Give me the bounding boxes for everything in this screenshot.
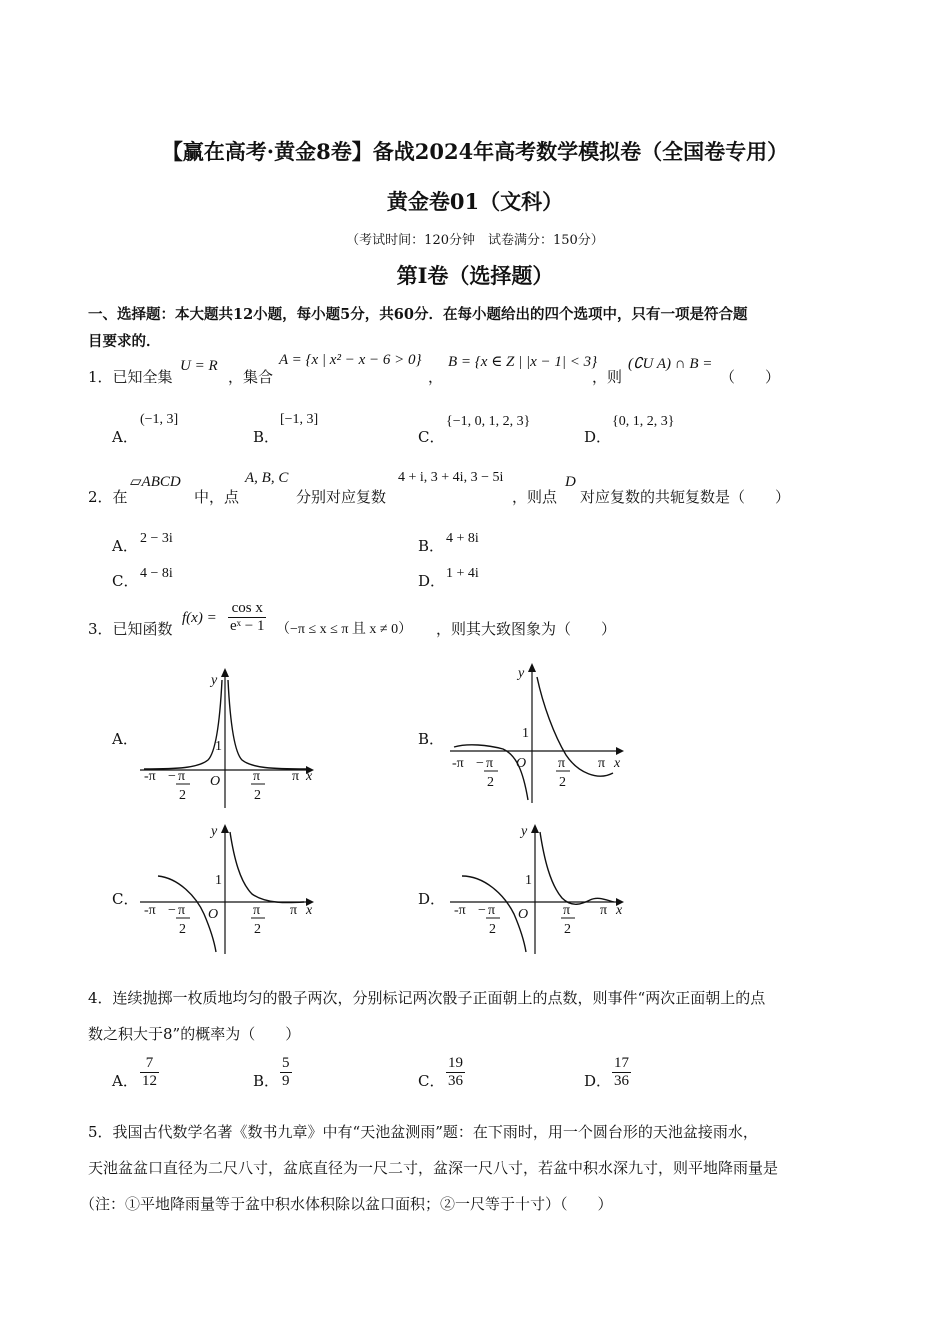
q2-option-a-value: 2 − 3i bbox=[140, 531, 173, 546]
graph-d-neg-half-pi-den: 2 bbox=[489, 922, 496, 937]
instructions-line1: 一、选择题：本大题共12小题，每小题5分，共60分．在每小题给出的四个选项中，只有一项是符合题 bbox=[88, 306, 748, 323]
q3-denominator: eˣ − 1 bbox=[230, 618, 265, 634]
q2-option-c-label: C． bbox=[112, 572, 139, 590]
q2-points: A, B, C bbox=[245, 470, 289, 486]
graph-c-origin-label: O bbox=[208, 907, 219, 922]
q4-option-d-fraction bbox=[612, 1055, 631, 1090]
q4-option-d-label: D． bbox=[584, 1072, 612, 1090]
graph-d-half-pi-den: 2 bbox=[564, 922, 571, 937]
q2-text-5: 对应复数的共轭复数是（ ） bbox=[580, 488, 791, 506]
q2-option-b-label: B． bbox=[418, 537, 445, 555]
graph-b-neg-half-pi-num: π bbox=[486, 756, 494, 771]
q3-option-d-label: D． bbox=[418, 890, 446, 908]
graph-d-curve-right bbox=[540, 832, 614, 904]
q2-option-d[interactable] bbox=[418, 570, 445, 591]
graph-c-half-pi-num: π bbox=[253, 903, 261, 918]
graph-c-x-label: x bbox=[306, 903, 313, 918]
q1-comma: ， bbox=[428, 368, 444, 386]
q2-option-b[interactable] bbox=[418, 535, 444, 556]
graph-b-y-label: y bbox=[518, 666, 525, 681]
q5-text-1: 我国古代数学名著《数书九章》中有“天池盆测雨”题：在下雨时，用一个圆台形的天池盆接雨水， bbox=[112, 1123, 758, 1141]
q3-function-lhs: f(x) = bbox=[182, 610, 217, 626]
graph-a-origin-label: O bbox=[210, 774, 221, 789]
graph-d-neg-half-pi-num: π bbox=[488, 903, 496, 918]
q1-answer-paren: （ ） bbox=[720, 368, 781, 386]
q1-set-a: A = {x | x² − x − 6 > 0} bbox=[279, 352, 422, 368]
q2-option-d-label: D． bbox=[418, 572, 446, 590]
q2-text-2: 中，点 bbox=[194, 488, 240, 506]
q4-option-a-fraction bbox=[140, 1055, 159, 1090]
graph-b-neg-sign: − bbox=[476, 756, 484, 771]
q3-option-b-label: B． bbox=[418, 730, 445, 748]
q3-option-c[interactable] bbox=[112, 888, 138, 909]
q3-graph-d bbox=[448, 818, 628, 958]
graph-b-neg-half-pi-den: 2 bbox=[487, 775, 494, 790]
graph-d-one-label: 1 bbox=[525, 873, 532, 888]
graph-c-y-arrow-icon bbox=[221, 824, 229, 833]
graph-b-x-arrow-icon bbox=[616, 747, 624, 755]
graph-c-one-label: 1 bbox=[215, 873, 222, 888]
graph-a-curve-left bbox=[144, 680, 222, 769]
graph-d-pi-label: π bbox=[600, 903, 608, 918]
graph-c-neg-pi-label: -π bbox=[144, 903, 156, 918]
graph-b-curve-left bbox=[454, 745, 528, 800]
q3-fraction bbox=[228, 600, 266, 635]
q3-text-2: ，则其大致图象为（ ） bbox=[436, 620, 617, 638]
q5-line2: 天池盆盆口直径为二尺八寸，盆底直径为一尺二寸，盆深一尺八寸，若盆中积水深九寸，则平地降雨量是 bbox=[88, 1159, 779, 1177]
q3-domain: （−π ≤ x ≤ π 且 x ≠ 0） bbox=[276, 622, 413, 637]
q2-text-4: ，则点 bbox=[512, 488, 558, 506]
q4-option-d-denominator: 36 bbox=[614, 1073, 629, 1089]
q4-option-c-label: C． bbox=[418, 1072, 445, 1090]
graph-b-pi-label: π bbox=[598, 756, 606, 771]
graph-a-neg-sign: − bbox=[168, 769, 176, 784]
graph-c-neg-half-pi-num: π bbox=[178, 903, 186, 918]
q2-option-d-value: 1 + 4i bbox=[446, 566, 479, 581]
q4-option-b-fraction bbox=[280, 1055, 292, 1090]
graph-d-x-label: x bbox=[616, 903, 623, 918]
graph-d-neg-sign: − bbox=[478, 903, 486, 918]
graph-a-neg-half-pi-den: 2 bbox=[179, 788, 186, 803]
q3-option-b[interactable] bbox=[418, 728, 444, 749]
graph-b-x-label: x bbox=[614, 756, 621, 771]
q2-option-c[interactable] bbox=[112, 570, 138, 591]
q3-graph-a bbox=[138, 660, 318, 810]
graph-d-y-arrow-icon bbox=[531, 824, 539, 833]
q5-line1 bbox=[88, 1121, 758, 1142]
q4-option-b-denominator: 9 bbox=[282, 1073, 290, 1089]
q4-option-b[interactable] bbox=[253, 1070, 279, 1091]
q3-numerator: cos x bbox=[228, 600, 266, 618]
q1-option-b-label: B． bbox=[253, 428, 280, 446]
q1-option-c-label: C． bbox=[418, 428, 445, 446]
q1-option-d-value: {0, 1, 2, 3} bbox=[612, 414, 675, 429]
graph-b-one-label: 1 bbox=[522, 726, 529, 741]
graph-a-neg-half-pi-num: π bbox=[178, 769, 186, 784]
q1-option-d-label: D． bbox=[584, 428, 612, 446]
q4-option-c-fraction bbox=[446, 1055, 465, 1090]
q2-option-b-value: 4 + 8i bbox=[446, 531, 479, 546]
graph-a-half-pi-den: 2 bbox=[254, 788, 261, 803]
q3-option-a-label: A． bbox=[112, 730, 138, 748]
q1-text-1: 已知全集 bbox=[112, 368, 173, 386]
paper-title: 【赢在高考·黄金8卷】备战2024年高考数学模拟卷（全国卷专用） bbox=[161, 139, 789, 164]
q1-option-c[interactable] bbox=[418, 426, 444, 447]
q4-text-1: 连续抛掷一枚质地均匀的骰子两次，分别标记两次骰子正面朝上的点数，则事件“两次正面朝上的点 bbox=[112, 989, 766, 1007]
q2-option-a-label: A． bbox=[112, 537, 138, 555]
graph-a-neg-pi-label: -π bbox=[144, 769, 156, 784]
q1-stem bbox=[88, 366, 173, 387]
q1-expression: (∁U A) ∩ B = bbox=[628, 356, 713, 372]
graph-a-curve-right bbox=[228, 680, 306, 769]
q1-option-c-value: {−1, 0, 1, 2, 3} bbox=[446, 414, 531, 429]
graph-b-half-pi-den: 2 bbox=[559, 775, 566, 790]
graph-b-y-arrow-icon bbox=[528, 663, 536, 672]
q1-option-a[interactable] bbox=[112, 426, 138, 447]
q3-option-a[interactable] bbox=[112, 728, 138, 749]
q4-option-a-label: A． bbox=[112, 1072, 138, 1090]
graph-c-neg-sign: − bbox=[168, 903, 176, 918]
graph-a-one-label: 1 bbox=[215, 739, 222, 754]
q1-option-d[interactable] bbox=[584, 426, 611, 447]
graph-a-x-label: x bbox=[306, 769, 313, 784]
q1-option-a-label: A． bbox=[112, 428, 138, 446]
graph-b-neg-pi-label: -π bbox=[452, 756, 464, 771]
graph-c-curve-right bbox=[230, 832, 304, 903]
q2-option-a[interactable] bbox=[112, 535, 138, 556]
graph-a-y-arrow-icon bbox=[221, 668, 229, 677]
graph-b-origin-label: O bbox=[516, 756, 527, 771]
q2-parallelogram: ▱ABCD bbox=[130, 474, 181, 490]
graph-a-half-pi-num: π bbox=[253, 769, 261, 784]
q4-option-a[interactable] bbox=[112, 1070, 138, 1091]
q2-number: 2． bbox=[88, 488, 113, 506]
q3-graph-b bbox=[448, 655, 628, 810]
q1-text-2: ，集合 bbox=[228, 368, 274, 386]
q4-number: 4． bbox=[88, 989, 113, 1007]
graph-d-y-label: y bbox=[521, 824, 528, 839]
graph-c-pi-label: π bbox=[290, 903, 298, 918]
graph-d-neg-pi-label: -π bbox=[454, 903, 466, 918]
graph-a-pi-label: π bbox=[292, 769, 300, 784]
q1-option-b[interactable] bbox=[253, 426, 279, 447]
q4-option-d[interactable] bbox=[584, 1070, 611, 1091]
q4-option-a-numerator: 7 bbox=[140, 1055, 159, 1073]
q4-option-c[interactable] bbox=[418, 1070, 444, 1091]
graph-c-half-pi-den: 2 bbox=[254, 922, 261, 937]
q5-line3: （注：①平地降雨量等于盆中积水体积除以盆口面积；②一尺等于十寸）（ ） bbox=[80, 1195, 613, 1213]
q4-option-c-numerator: 19 bbox=[448, 1055, 463, 1071]
q4-option-b-label: B． bbox=[253, 1072, 280, 1090]
q4-line1 bbox=[88, 987, 765, 1008]
q4-option-d-numerator: 17 bbox=[614, 1055, 629, 1071]
q2-text-1: 在 bbox=[112, 488, 128, 506]
exam-info: （考试时间：120分钟 试卷满分：150分） bbox=[346, 233, 604, 248]
q1-universal-set: U = R bbox=[180, 358, 218, 374]
q5-number: 5． bbox=[88, 1123, 113, 1141]
q1-option-a-value: (−1, 3] bbox=[140, 412, 179, 427]
q1-set-b: B = {x ∈ Z | |x − 1| < 3} bbox=[448, 354, 598, 370]
q3-text-1: 已知函数 bbox=[112, 620, 173, 638]
q3-option-c-label: C． bbox=[112, 890, 139, 908]
instructions-line2: 目要求的． bbox=[88, 333, 161, 350]
q3-stem bbox=[88, 618, 173, 639]
graph-d-origin-label: O bbox=[518, 907, 529, 922]
graph-c-y-label: y bbox=[211, 824, 218, 839]
graph-b-half-pi-num: π bbox=[558, 756, 566, 771]
q4-option-c-denominator: 36 bbox=[448, 1073, 463, 1089]
q4-option-a-denominator: 12 bbox=[142, 1073, 157, 1089]
q2-option-c-value: 4 − 8i bbox=[140, 566, 173, 581]
q1-text-3: ，则 bbox=[592, 368, 623, 386]
q2-stem bbox=[88, 486, 128, 507]
q3-graph-c bbox=[138, 818, 318, 958]
paper-subtitle: 黄金卷01（文科） bbox=[386, 189, 564, 214]
section-heading: 第Ⅰ卷（选择题） bbox=[396, 263, 554, 288]
q3-option-d[interactable] bbox=[418, 888, 445, 909]
q1-option-b-value: [−1, 3] bbox=[280, 412, 319, 427]
q2-complex-numbers: 4 + i, 3 + 4i, 3 − 5i bbox=[398, 470, 504, 485]
graph-a-y-label: y bbox=[211, 673, 218, 688]
graph-c-neg-half-pi-den: 2 bbox=[179, 922, 186, 937]
q4-line2: 数之积大于8”的概率为（ ） bbox=[88, 1025, 301, 1043]
graph-d-half-pi-num: π bbox=[563, 903, 571, 918]
q3-number: 3． bbox=[88, 620, 113, 638]
q2-text-3: 分别对应复数 bbox=[296, 488, 387, 506]
q2-point-d: D bbox=[565, 474, 576, 490]
q4-option-b-numerator: 5 bbox=[282, 1055, 290, 1071]
q1-number: 1． bbox=[88, 368, 113, 386]
